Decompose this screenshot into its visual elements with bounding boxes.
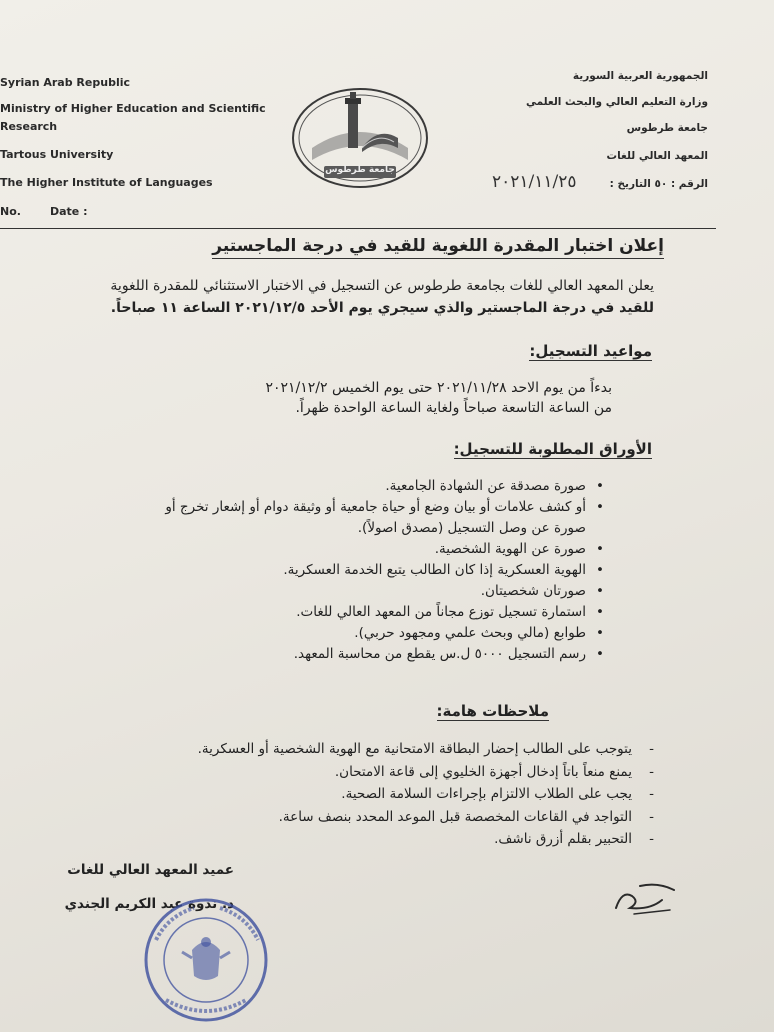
- header-en-ministry-cont: Research: [0, 120, 58, 133]
- notes-heading: ملاحظات هامة:: [436, 702, 549, 720]
- list-item: - يجب على الطلاب الالتزام بإجراءات السلامة الصحية.: [341, 786, 654, 802]
- registration-heading: مواعيد التسجيل:: [529, 342, 652, 360]
- list-item: - التحبير بقلم أزرق ناشف.: [494, 831, 654, 847]
- documents-heading: الأوراق المطلوبة للتسجيل:: [453, 440, 652, 458]
- list-item: • صورة عن الهوية الشخصية.: [434, 541, 604, 557]
- list-item: • الهوية العسكرية إذا كان الطالب يتبع الخدمة العسكرية.: [283, 562, 604, 578]
- header-en-ministry: Ministry of Higher Education and Scientific: [0, 102, 266, 115]
- header-en-number-label: No.: [0, 205, 21, 218]
- notes-list: [94, 738, 654, 851]
- header-en-country: Syrian Arab Republic: [0, 76, 131, 89]
- header-en-institute: The Higher Institute of Languages: [0, 176, 213, 189]
- list-item: - يمنع منعاً باتاً إدخال أجهزة الخليوي إلى قاعة الامتحان.: [334, 763, 654, 780]
- signatory-name: د. ندوة عبد الكريم الجندي: [64, 896, 234, 912]
- list-item: • صورة مصدقة عن الشهادة الجامعية.: [385, 478, 604, 494]
- registration-line-2: من الساعة التاسعة صباحاً ولغاية الساعة الواحدة ظهراً.: [295, 400, 612, 416]
- signatory-title: عميد المعهد العالي للغات: [67, 862, 234, 878]
- list-item: • صورتان شخصيتان.: [480, 583, 604, 599]
- list-item: • استمارة تسجيل توزع مجاناً من المعهد العالي للغات.: [296, 604, 604, 620]
- header-ar-university: جامعة طرطوس: [626, 122, 708, 134]
- header-divider: [0, 228, 716, 229]
- announcement-title: إعلان اختبار المقدرة اللغوية للقيد في درجة الماجستير: [212, 236, 664, 259]
- list-item: • رسم التسجيل ٥٠٠٠ ل.س يقطع من محاسبة المعهد.: [293, 646, 604, 662]
- documents-list: [44, 476, 604, 665]
- header-ar-institute: المعهد العالي للغات: [606, 150, 708, 162]
- intro-line-2: للقيد في درجة الماجستير والذي سيجري يوم الأحد ٢٠٢١/١٢/٥ الساعة ١١ صباحاً.: [110, 300, 654, 316]
- university-logo: [290, 86, 430, 190]
- official-stamp: [142, 896, 270, 1024]
- header-en-date-label: Date :: [50, 205, 88, 218]
- handwritten-signature: [610, 880, 690, 920]
- header-ar-country: الجمهورية العربية السورية: [572, 70, 708, 82]
- header-ar-ministry: وزارة التعليم العالي والبحث العلمي: [525, 96, 708, 108]
- list-item: - يتوجب على الطالب إحضار البطاقة الامتحانية مع الهوية الشخصية أو العسكرية.: [197, 741, 654, 757]
- list-item: • طوابع (مالي وبحث علمي ومجهود حربي).: [354, 625, 604, 641]
- header-en-university: Tartous University: [0, 148, 114, 161]
- logo-text: جامعة طرطوس: [325, 165, 395, 175]
- registration-line-1: بدءاً من يوم الاحد ٢٠٢١/١١/٢٨ حتى يوم الخميس ٢٠٢١/١٢/٢: [265, 380, 612, 396]
- intro-line-1: يعلن المعهد العالي للغات بجامعة طرطوس عن التسجيل في الاختبار الاستثنائي للمقدرة اللغوية: [110, 278, 654, 294]
- list-item: - التواجد في القاعات المخصصة قبل الموعد المحدد بنصف ساعة.: [278, 808, 654, 825]
- list-item: صورة عن وصل التسجيل (مصدق اصولاً).: [357, 520, 586, 536]
- header-ar-reference: الرقم : ٥٠ التاريخ :: [609, 178, 708, 190]
- list-item: • أو كشف علامات أو بيان وضع أو حياة جامعية أو وثيقة دوام أو إشعار تخرج أو: [165, 499, 604, 515]
- handwritten-date: ٢٠٢١/١١/٢٥: [492, 172, 577, 192]
